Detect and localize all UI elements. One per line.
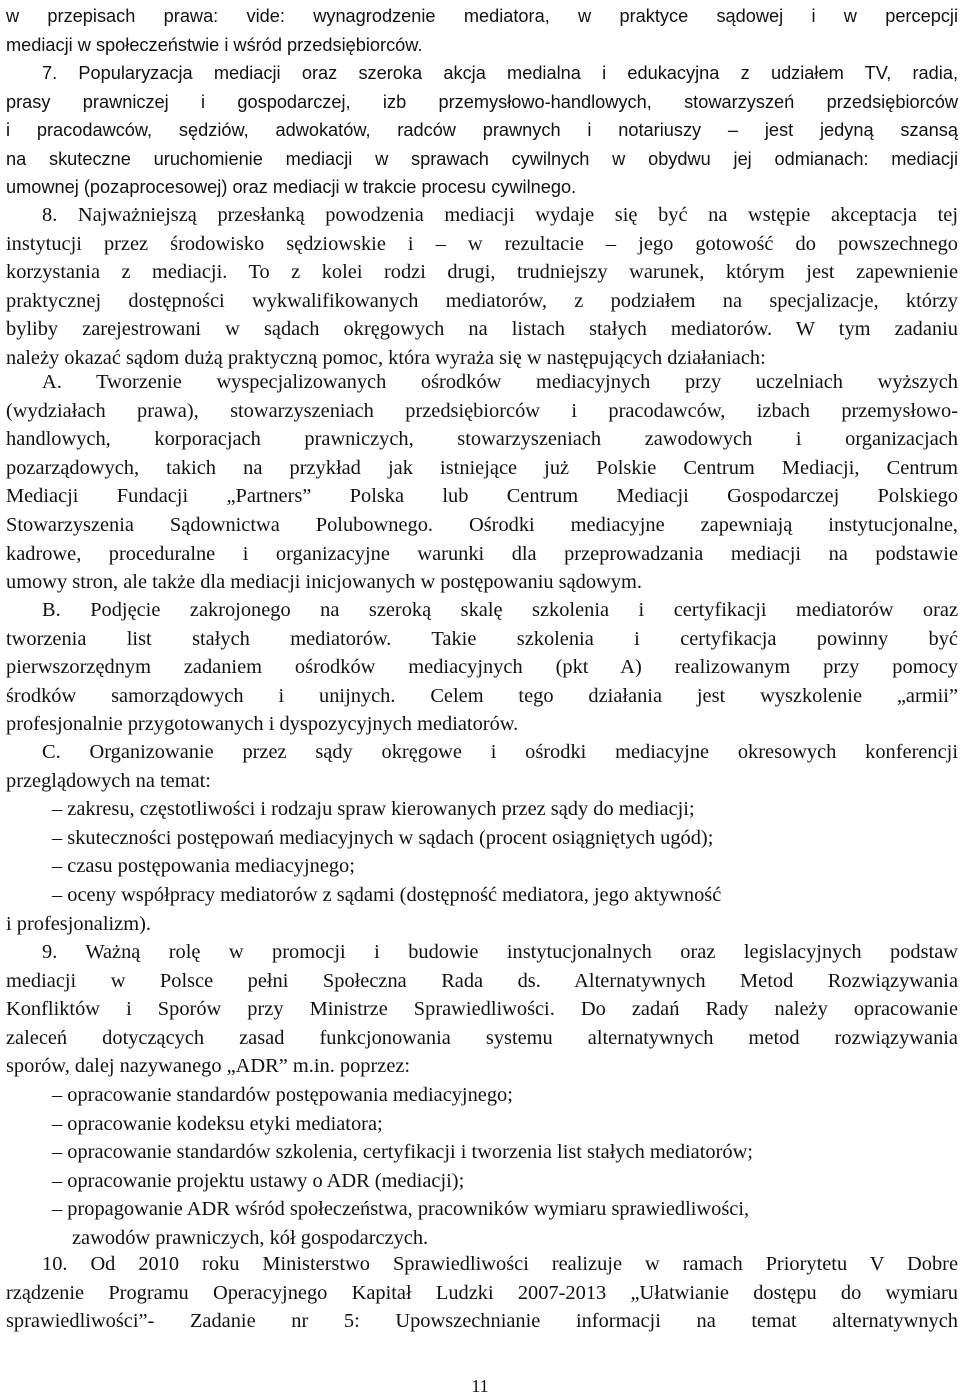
text-line: handlowych, korporacjach prawniczych, stowarzyszeniach zawodowych i organizacjach (6, 428, 958, 451)
text-line: i pracodawców, sędziów, adwokatów, radców prawnych i notariuszy – jest jedyną szansą (6, 120, 958, 141)
text-line: profesjonalnie przygotowanych i dyspozycyjnych mediatorów. (6, 713, 519, 736)
list-item: – skuteczności postępowań mediacyjnych w sądach (procent osiągniętych ugód); (52, 826, 714, 849)
text-line: instytucji przez środowisko sędziowskie i – w rezultacie – jego gotowość do powszechnego (6, 232, 958, 255)
list-item: – zakresu, częstotliwości i rodzaju spraw kierowanych przez sądy do mediacji; (52, 798, 695, 821)
text-line: 9. Ważną rolę w promocji i budowie instytucjonalnych oraz legislacyjnych podstaw (42, 941, 958, 963)
text-line: pierwszorzędnym zadaniem ośrodków mediacyjnych (pkt A) realizowanym przy pomocy (6, 656, 958, 679)
point-a (6, 368, 958, 597)
text-line: sporów, dalej nazywanego „ADR” m.in. poprzez: (6, 1055, 411, 1078)
text-line: na skuteczne uruchomienie mediacji w sprawach cywilnych w obydwu jej odmianach: mediacji (6, 148, 958, 169)
text-line: sprawiedliwości”- Zadanie nr 5: Upowszechnianie informacji na temat alternatywnych (6, 1310, 958, 1333)
list-item: – opracowanie standardów szkolenia, certyfikacji i tworzenia list stałych mediatorów; (52, 1141, 753, 1164)
paragraph-9 (6, 938, 958, 1253)
list-item: – opracowanie kodeksu etyki mediatora; (52, 1112, 383, 1135)
text-line: zaleceń dotyczących zasad funkcjonowania systemu alternatywnych metod rozwiązywania (6, 1026, 958, 1049)
text-line: i profesjonalizm). (6, 912, 151, 935)
text-line: 8. Najważniejszą przesłanką powodzenia mediacji wydaje się być na wstępie akceptacja tej (42, 204, 958, 226)
text-line: praktycznej dostępności wykwalifikowanych mediatorów, z podziałem na specjalizacje, którzy (6, 289, 958, 312)
text-line: umowy stron, ale także dla mediacji inicjowanych w postępowaniu sądowym. (6, 571, 642, 594)
page-number: 11 (471, 1376, 489, 1396)
text-line: przeglądowych na temat: (6, 769, 211, 792)
text-line: umownej (pozaprocesowej) oraz mediacji w trakcie procesu cywilnego. (6, 177, 577, 198)
text-line: w przepisach prawa: vide: wynagrodzenie mediatora, w praktyce sądowej i w percepcji (6, 6, 958, 26)
list-item: – czasu postępowania mediacyjnego; (52, 855, 355, 878)
text-line: rządzenie Programu Operacyjnego Kapitał Ludzki 2007-2013 „Ułatwianie dostępu do wymiaru (6, 1281, 958, 1304)
text-line: 10. Od 2010 roku Ministerstwo Sprawiedliwości realizuje w ramach Priorytetu V Dobre (42, 1253, 958, 1275)
text-line: tworzenia list stałych mediatorów. Takie szkolenia i certyfikacja powinny być (6, 627, 958, 650)
list-item: – opracowanie projektu ustawy o ADR (mediacji); (52, 1169, 465, 1192)
point-c (6, 738, 958, 938)
list-item-continuation: zawodów prawniczych, kół gospodarczych. (72, 1226, 429, 1249)
list-item: – propagowanie ADR wśród społeczeństwa, pracowników wymiaru sprawiedliwości, (52, 1198, 750, 1221)
text-line: kadrowe, proceduralne i organizacyjne warunki dla przeprowadzania mediacji na podstawie (6, 542, 958, 565)
text-line: 7. Popularyzacja mediacji oraz szeroka akcja medialna i edukacyjna z udziałem TV, radia, (42, 63, 958, 83)
paragraph-10 (6, 1250, 958, 1336)
text-line: prasy prawniczej i gospodarczej, izb przemysłowo-handlowych, stowarzyszeń przedsiębiorców (6, 91, 958, 112)
text-line: pozarządowych, takich na przykład jak istniejące już Polskie Centrum Mediacji, Centrum (6, 456, 958, 479)
text-line: mediacji w Polsce pełni Społeczna Rada ds. Alternatywnych Metod Rozwiązywania (6, 969, 958, 992)
paragraph-7 (6, 59, 958, 202)
text-line: A. Tworzenie wyspecjalizowanych ośrodków mediacyjnych przy uczelniach wyższych (42, 371, 958, 393)
list-item: – oceny współpracy mediatorów z sądami (dostępność mediatora, jego aktywność (52, 883, 722, 906)
text-line: mediacji w społeczeństwie i wśród przedsiębiorców. (6, 34, 423, 55)
text-line: C. Organizowanie przez sądy okręgowe i ośrodki mediacyjne okresowych konferencji (42, 741, 958, 763)
text-line: B. Podjęcie zakrojonego na szeroką skalę szkolenia i certyfikacji mediatorów oraz (42, 599, 958, 621)
text-line: korzystania z mediacji. To z kolei rodzi drugi, trudniejszy warunek, którym jest zapewnienie (6, 261, 958, 284)
text-line: środków samorządowych i unijnych. Celem tego działania jest wyszkolenie „armii” (6, 684, 958, 707)
text-line: Konfliktów i Sporów przy Ministrze Sprawiedliwości. Do zadań Rady należy opracowanie (6, 998, 958, 1021)
text-line: należy okazać sądom dużą praktyczną pomoc, która wyraża się w następujących działaniach: (6, 346, 766, 369)
text-line: Stowarzyszenia Sądownictwa Polubownego. Ośrodki mediacyjne zapewniają instytucjonalne, (6, 513, 958, 536)
text-line: byliby zarejestrowani w sądach okręgowych na listach stałych mediatorów. W tym zadaniu (6, 318, 958, 341)
text-line: Mediacji Fundacji „Partners” Polska lub Centrum Mediacji Gospodarczej Polskiego (6, 485, 958, 508)
list-item: – opracowanie standardów postępowania mediacyjnego; (52, 1083, 513, 1106)
paragraph-8 (6, 201, 958, 373)
point-b (6, 596, 958, 739)
text-line: (wydziałach prawa), stowarzyszeniach przedsiębiorców i pracodawców, izbach przemysłowo- (6, 399, 958, 422)
intro-paragraph (6, 2, 958, 59)
